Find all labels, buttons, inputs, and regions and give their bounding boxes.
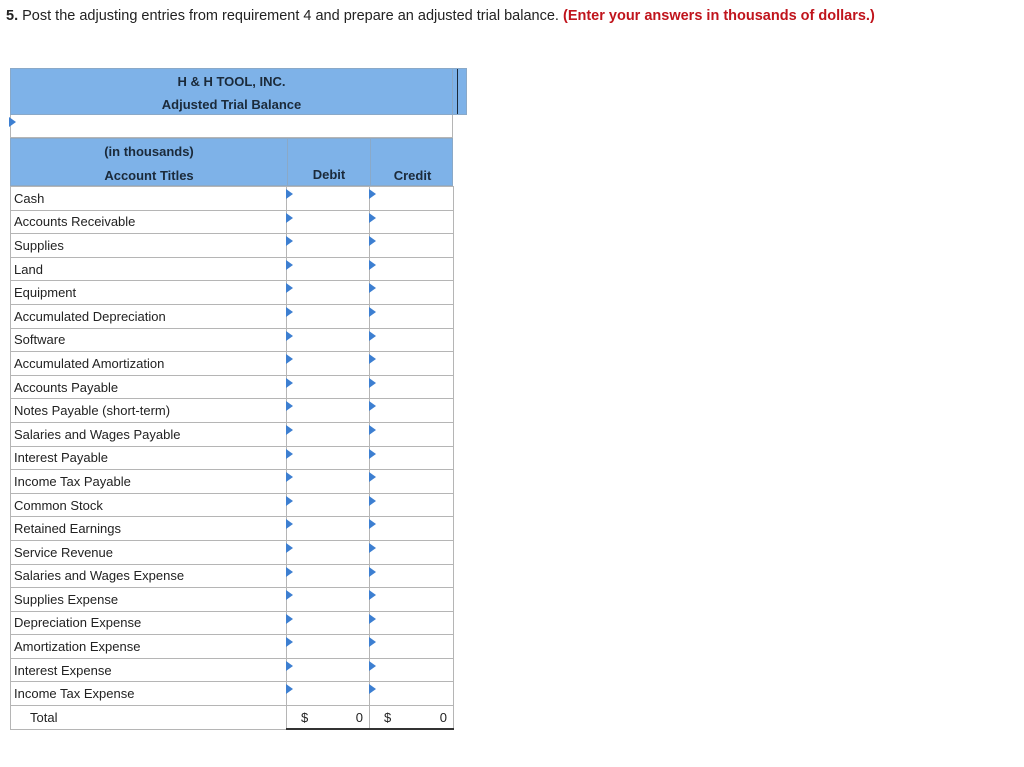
account-title: Income Tax Expense — [11, 682, 287, 706]
total-debit — [287, 706, 370, 730]
account-titles-header: Account Titles — [104, 168, 194, 183]
table-row — [11, 281, 454, 305]
statement-header — [10, 68, 453, 115]
table-row — [11, 470, 454, 494]
account-title: Income Tax Payable — [11, 470, 287, 494]
credit-currency: $ — [384, 710, 392, 726]
debit-input[interactable] — [287, 352, 370, 376]
input-marker-icon — [286, 519, 293, 529]
input-marker-icon — [286, 401, 293, 411]
account-title: Accounts Receivable — [11, 210, 287, 234]
debit-input[interactable] — [287, 611, 370, 635]
input-marker-icon — [286, 590, 293, 600]
debit-input[interactable] — [287, 446, 370, 470]
debit-input[interactable] — [287, 281, 370, 305]
debit-currency: $ — [301, 710, 309, 726]
credit-input[interactable] — [370, 210, 454, 234]
input-marker-icon — [286, 449, 293, 459]
input-marker-icon — [369, 260, 376, 270]
account-title: Salaries and Wages Payable — [11, 422, 287, 446]
table-row — [11, 422, 454, 446]
debit-input[interactable] — [287, 328, 370, 352]
input-marker-icon — [286, 661, 293, 671]
debit-input[interactable] — [287, 375, 370, 399]
account-title: Accumulated Depreciation — [11, 304, 287, 328]
table-row — [11, 611, 454, 635]
unit-label: (in thousands) — [104, 144, 194, 159]
table-row — [11, 352, 454, 376]
input-marker-icon — [286, 260, 293, 270]
account-title: Salaries and Wages Expense — [11, 564, 287, 588]
table-row — [11, 257, 454, 281]
table-row — [11, 187, 454, 211]
input-marker-icon — [286, 283, 293, 293]
debit-input[interactable] — [287, 564, 370, 588]
input-marker-icon — [286, 378, 293, 388]
question-text: Post the adjusting entries from requirement 4 and prepare an adjusted trial balance. — [22, 8, 559, 24]
input-marker-icon — [369, 661, 376, 671]
debit-input[interactable] — [287, 588, 370, 612]
account-title: Supplies Expense — [11, 588, 287, 612]
credit-input[interactable] — [370, 564, 454, 588]
table-row — [11, 304, 454, 328]
input-marker-icon — [369, 590, 376, 600]
credit-input[interactable] — [370, 328, 454, 352]
account-title: Equipment — [11, 281, 287, 305]
debit-header: Debit — [287, 139, 370, 185]
input-marker-icon — [369, 354, 376, 364]
input-marker-icon — [369, 637, 376, 647]
credit-input[interactable] — [370, 540, 454, 564]
credit-input[interactable] — [370, 281, 454, 305]
input-marker-icon — [369, 401, 376, 411]
input-marker-icon — [286, 213, 293, 223]
input-marker-icon — [286, 236, 293, 246]
credit-input[interactable] — [370, 352, 454, 376]
credit-input[interactable] — [370, 304, 454, 328]
account-title: Interest Expense — [11, 658, 287, 682]
credit-total-value: 0 — [439, 710, 447, 726]
table-row — [11, 234, 454, 258]
input-marker-icon — [369, 567, 376, 577]
credit-input[interactable] — [370, 422, 454, 446]
input-marker-icon — [369, 331, 376, 341]
input-marker-icon — [369, 472, 376, 482]
account-title: Accumulated Amortization — [11, 352, 287, 376]
total-label: Total — [11, 706, 287, 730]
account-title: Notes Payable (short-term) — [11, 399, 287, 423]
trial-balance-table — [10, 186, 454, 730]
account-title: Accounts Payable — [11, 375, 287, 399]
credit-input[interactable] — [370, 635, 454, 659]
input-marker-icon — [286, 354, 293, 364]
blank-row[interactable] — [10, 115, 453, 138]
input-marker-icon — [369, 496, 376, 506]
credit-input[interactable] — [370, 658, 454, 682]
input-marker-icon — [286, 684, 293, 694]
question-prompt — [6, 8, 875, 24]
total-credit — [370, 706, 454, 730]
credit-input[interactable] — [370, 187, 454, 211]
input-marker-icon — [286, 425, 293, 435]
credit-input[interactable] — [370, 682, 454, 706]
input-marker-icon — [286, 614, 293, 624]
table-row — [11, 658, 454, 682]
input-marker-icon — [369, 425, 376, 435]
debit-input[interactable] — [287, 210, 370, 234]
table-row — [11, 375, 454, 399]
input-marker-icon — [369, 213, 376, 223]
credit-input[interactable] — [370, 446, 454, 470]
input-marker-icon — [286, 307, 293, 317]
account-title: Cash — [11, 187, 287, 211]
debit-input[interactable] — [287, 658, 370, 682]
table-row — [11, 540, 454, 564]
debit-input[interactable] — [287, 517, 370, 541]
credit-header: Credit — [370, 139, 454, 185]
debit-input[interactable] — [287, 234, 370, 258]
credit-input[interactable] — [370, 611, 454, 635]
debit-input[interactable] — [287, 187, 370, 211]
table-row — [11, 328, 454, 352]
account-title: Retained Earnings — [11, 517, 287, 541]
account-title: Interest Payable — [11, 446, 287, 470]
table-row — [11, 399, 454, 423]
input-marker-icon — [369, 307, 376, 317]
input-marker-icon — [286, 331, 293, 341]
account-title: Common Stock — [11, 493, 287, 517]
input-marker-icon — [286, 543, 293, 553]
debit-input[interactable] — [287, 635, 370, 659]
table-row — [11, 210, 454, 234]
column-header — [10, 138, 453, 186]
input-marker-icon — [369, 684, 376, 694]
company-name: H & H TOOL, INC. — [177, 74, 286, 89]
credit-input[interactable] — [370, 234, 454, 258]
input-marker-icon — [286, 637, 293, 647]
debit-input[interactable] — [287, 422, 370, 446]
credit-input[interactable] — [370, 493, 454, 517]
input-marker-icon — [369, 236, 376, 246]
account-title: Software — [11, 328, 287, 352]
table-row — [11, 682, 454, 706]
account-title: Land — [11, 257, 287, 281]
debit-total-value: 0 — [355, 710, 363, 726]
credit-input[interactable] — [370, 588, 454, 612]
table-row — [11, 588, 454, 612]
credit-input[interactable] — [370, 375, 454, 399]
debit-input[interactable] — [287, 470, 370, 494]
input-marker-icon — [369, 519, 376, 529]
input-marker-icon — [286, 189, 293, 199]
question-number: 5. — [6, 8, 19, 24]
table-row — [11, 564, 454, 588]
debit-input[interactable] — [287, 682, 370, 706]
debit-input[interactable] — [287, 257, 370, 281]
table-row — [11, 517, 454, 541]
account-title: Supplies — [11, 234, 287, 258]
account-title: Service Revenue — [11, 540, 287, 564]
input-marker-icon — [369, 614, 376, 624]
debit-input[interactable] — [287, 493, 370, 517]
question-emphasis: (Enter your answers in thousands of dollars.) — [562, 8, 875, 24]
credit-input[interactable] — [370, 517, 454, 541]
input-marker-icon — [286, 472, 293, 482]
input-marker-icon — [369, 378, 376, 388]
credit-input[interactable] — [370, 470, 454, 494]
debit-input[interactable] — [287, 399, 370, 423]
account-title: Amortization Expense — [11, 635, 287, 659]
input-marker-icon — [369, 449, 376, 459]
statement-title: Adjusted Trial Balance — [161, 97, 302, 112]
input-marker-icon — [369, 189, 376, 199]
input-marker-icon — [286, 567, 293, 577]
debit-input[interactable] — [287, 540, 370, 564]
total-row — [11, 706, 454, 730]
input-marker-icon — [9, 117, 16, 127]
input-marker-icon — [369, 283, 376, 293]
table-row — [11, 635, 454, 659]
input-marker-icon — [369, 543, 376, 553]
table-row — [11, 446, 454, 470]
debit-input[interactable] — [287, 304, 370, 328]
account-title: Depreciation Expense — [11, 611, 287, 635]
table-row — [11, 493, 454, 517]
header-edge — [453, 68, 467, 115]
credit-input[interactable] — [370, 257, 454, 281]
credit-input[interactable] — [370, 399, 454, 423]
input-marker-icon — [286, 496, 293, 506]
